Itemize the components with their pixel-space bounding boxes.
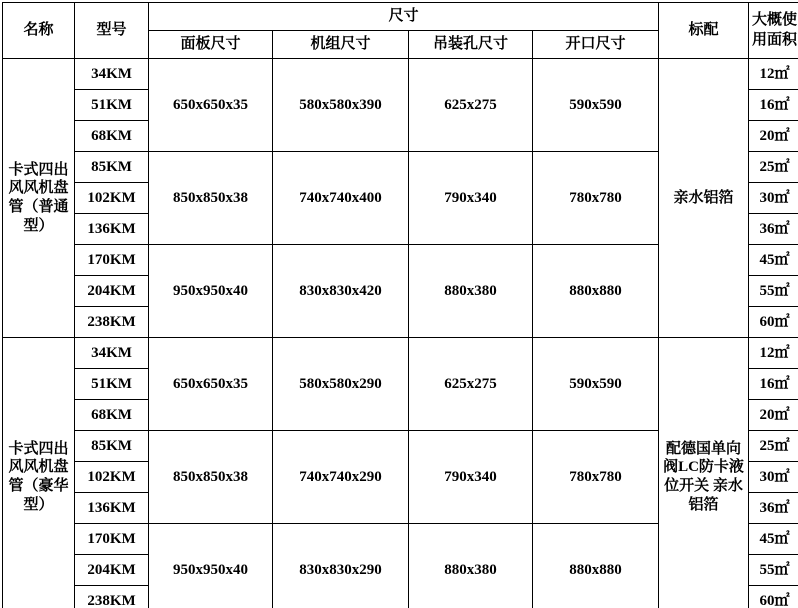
product-name-cell: 卡式四出风风机盘管（豪华型）	[3, 338, 75, 608]
coverage-area-cell: 60㎡	[749, 586, 798, 608]
model-cell: 68KM	[75, 121, 149, 152]
model-cell: 170KM	[75, 245, 149, 276]
model-cell: 51KM	[75, 90, 149, 121]
standard-config-cell: 配德国单向阀LC防卡液位开关 亲水铝箔	[659, 338, 749, 608]
header-row-1	[3, 3, 798, 31]
panel-size-cell: 650x650x35	[149, 338, 273, 431]
hoist-hole-size-cell: 880x380	[409, 524, 533, 608]
coverage-area-cell: 36㎡	[749, 493, 798, 524]
coverage-area-cell: 16㎡	[749, 90, 798, 121]
table-row	[3, 338, 798, 369]
model-cell: 51KM	[75, 369, 149, 400]
unit-size-cell: 830x830x290	[273, 524, 409, 608]
coverage-area-cell: 12㎡	[749, 338, 798, 369]
coverage-area-cell: 16㎡	[749, 369, 798, 400]
hoist-hole-size-cell: 625x275	[409, 59, 533, 152]
unit-size-cell: 580x580x290	[273, 338, 409, 431]
unit-size-cell: 830x830x420	[273, 245, 409, 338]
header-unit-size: 机组尺寸	[273, 31, 409, 59]
model-cell: 238KM	[75, 586, 149, 608]
table-row	[3, 59, 798, 90]
coverage-area-cell: 45㎡	[749, 245, 798, 276]
panel-size-cell: 650x650x35	[149, 59, 273, 152]
unit-size-cell: 740x740x400	[273, 152, 409, 245]
model-cell: 85KM	[75, 431, 149, 462]
coverage-area-cell: 20㎡	[749, 400, 798, 431]
panel-size-cell: 950x950x40	[149, 524, 273, 608]
header-dimension-group: 尺寸	[149, 3, 659, 31]
header-standard: 标配	[659, 3, 749, 59]
header-area: 大概使用面积	[749, 3, 798, 59]
model-cell: 136KM	[75, 214, 149, 245]
header-name: 名称	[3, 3, 75, 59]
coverage-area-cell: 12㎡	[749, 59, 798, 90]
coverage-area-cell: 36㎡	[749, 214, 798, 245]
header-panel-size: 面板尺寸	[149, 31, 273, 59]
model-cell: 34KM	[75, 59, 149, 90]
coverage-area-cell: 55㎡	[749, 555, 798, 586]
table-header	[3, 3, 798, 59]
hoist-hole-size-cell: 790x340	[409, 431, 533, 524]
header-model: 型号	[75, 3, 149, 59]
hoist-hole-size-cell: 790x340	[409, 152, 533, 245]
model-cell: 136KM	[75, 493, 149, 524]
coverage-area-cell: 30㎡	[749, 462, 798, 493]
panel-size-cell: 950x950x40	[149, 245, 273, 338]
unit-size-cell: 740x740x290	[273, 431, 409, 524]
model-cell: 102KM	[75, 183, 149, 214]
model-cell: 68KM	[75, 400, 149, 431]
coverage-area-cell: 25㎡	[749, 152, 798, 183]
coverage-area-cell: 60㎡	[749, 307, 798, 338]
unit-size-cell: 580x580x390	[273, 59, 409, 152]
opening-size-cell: 880x880	[533, 245, 659, 338]
header-hoist-hole-size: 吊装孔尺寸	[409, 31, 533, 59]
opening-size-cell: 780x780	[533, 152, 659, 245]
model-cell: 102KM	[75, 462, 149, 493]
hoist-hole-size-cell: 625x275	[409, 338, 533, 431]
standard-config-cell: 亲水铝箔	[659, 59, 749, 338]
model-cell: 85KM	[75, 152, 149, 183]
hoist-hole-size-cell: 880x380	[409, 245, 533, 338]
opening-size-cell: 780x780	[533, 431, 659, 524]
model-cell: 170KM	[75, 524, 149, 555]
header-opening-size: 开口尺寸	[533, 31, 659, 59]
coverage-area-cell: 45㎡	[749, 524, 798, 555]
product-name-cell: 卡式四出风风机盘管（普通型）	[3, 59, 75, 338]
fan-coil-spec-table	[2, 2, 798, 608]
coverage-area-cell: 30㎡	[749, 183, 798, 214]
panel-size-cell: 850x850x38	[149, 152, 273, 245]
opening-size-cell: 590x590	[533, 59, 659, 152]
panel-size-cell: 850x850x38	[149, 431, 273, 524]
model-cell: 238KM	[75, 307, 149, 338]
model-cell: 204KM	[75, 555, 149, 586]
table-body	[3, 59, 798, 608]
model-cell: 204KM	[75, 276, 149, 307]
opening-size-cell: 880x880	[533, 524, 659, 608]
model-cell: 34KM	[75, 338, 149, 369]
opening-size-cell: 590x590	[533, 338, 659, 431]
coverage-area-cell: 55㎡	[749, 276, 798, 307]
coverage-area-cell: 20㎡	[749, 121, 798, 152]
coverage-area-cell: 25㎡	[749, 431, 798, 462]
